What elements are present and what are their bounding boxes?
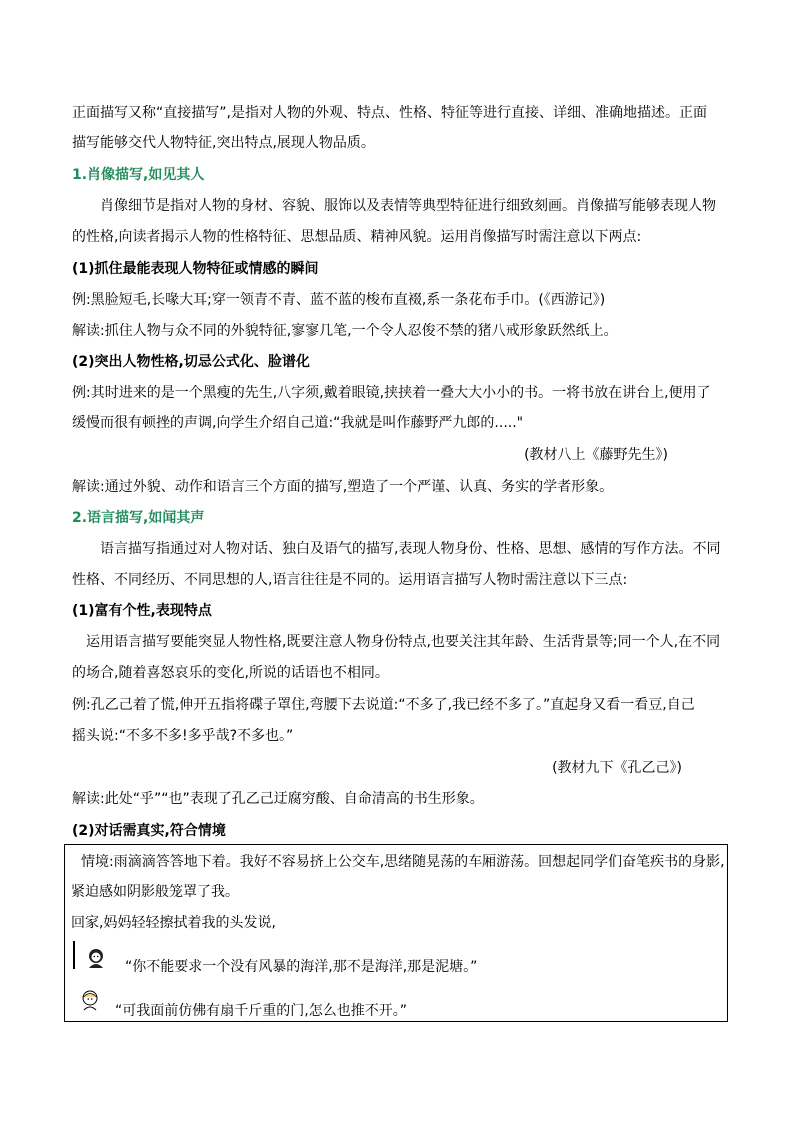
section-1-example-1: 例:黑脸短毛,长喙大耳;穿一领青不青、蓝不蓝的梭布直裰,系一条花布手巾。(《西游记》) bbox=[72, 292, 606, 308]
scenario-line-3: 回家,妈妈轻轻擦拭着我的头发说, bbox=[71, 915, 276, 931]
scenario-line-2: 紧迫感如阴影般笼罩了我。 bbox=[71, 884, 239, 900]
section-1-subheading-1: (1)抓住最能表现人物特征或情感的瞬间 bbox=[72, 261, 319, 277]
section-1-reading-1: 解读:抓住人物与众不同的外貌特征,寥寥几笔,一个令人忍俊不禁的猪八戒形象跃然纸上。 bbox=[72, 323, 618, 339]
section-2-subheading-2: (2)对话需真实,符合情境 bbox=[72, 823, 226, 839]
section-2-example-line-1: 例:孔乙己着了慌,伸开五指将碟子罩住,弯腰下去说道:“不多了,我已经不多了。”直起身又看一看豆,自己 bbox=[72, 697, 695, 713]
section-2-reading-1: 解读:此处“乎”“也”表现了孔乙己迂腐穷酸、自命清高的书生形象。 bbox=[72, 791, 484, 807]
section-2-source-1: (教材九下《孔乙己》) bbox=[552, 760, 682, 776]
dialogue-marker-bar bbox=[73, 941, 75, 969]
section-2-tip-line-2: 的场合,随着喜怒哀乐的变化,所说的话语也不相同。 bbox=[72, 665, 389, 681]
section-2-subheading-1: (1)富有个性,表现特点 bbox=[72, 603, 212, 619]
scenario-line-1: 情境:雨滴滴答答地下着。我好不容易挤上公交车,思绪随晃荡的车厢游荡。回想起同学们奋笔疾书的身影, bbox=[81, 854, 725, 870]
girl-avatar-icon bbox=[79, 989, 101, 1011]
dialogue-mother: “你不能要求一个没有风暴的海洋,那不是海洋,那是泥塘。” bbox=[125, 959, 478, 975]
section-2-example-line-2: 摇头说:“不多不多!多乎哉?不多也。” bbox=[72, 728, 294, 744]
section-1-example-2-line-2: 缓慢而很有顿挫的声调,向学生介绍自己道:“我就是叫作藤野严九郎的....." bbox=[72, 415, 524, 431]
scenario-box bbox=[64, 844, 728, 1022]
section-2-heading: 2.语言描写,如闻其声 bbox=[72, 510, 205, 526]
section-1-source-2: (教材八上《藤野先生》) bbox=[524, 447, 668, 463]
intro-line-2: 描写能够交代人物特征,突出特点,展现人物品质。 bbox=[72, 135, 375, 151]
section-1-para-line-2: 的性格,向读者揭示人物的性格特征、思想品质、精神风貌。运用肖像描写时需注意以下两点: bbox=[72, 229, 642, 245]
section-1-example-2-line-1: 例:其时进来的是一个黑瘦的先生,八字须,戴着眼镜,挟挟着一叠大大小小的书。一将书放在讲台上,便用了 bbox=[72, 385, 711, 401]
section-1-subheading-2: (2)突出人物性格,切忌公式化、脸谱化 bbox=[72, 354, 310, 370]
intro-line-1: 正面描写又称“直接描写”,是指对人物的外观、特点、性格、特征等进行直接、详细、准确地描述。正面 bbox=[72, 105, 707, 121]
section-2-para-line-2: 性格、不同经历、不同思想的人,语言往往是不同的。运用语言描写人物时需注意以下三点: bbox=[72, 572, 628, 588]
mother-avatar-icon bbox=[85, 947, 107, 969]
section-2-para-line-1: 语言描写指通过对人物对话、独白及语气的描写,表现人物身份、性格、思想、感情的写作方法。不同 bbox=[100, 541, 721, 557]
section-2-tip-line-1: 运用语言描写要能突显人物性格,既要注意人物身份特点,也要关注其年龄、生活背景等;同一个人,在不同 bbox=[86, 634, 721, 650]
section-1-heading: 1.肖像描写,如见其人 bbox=[72, 167, 205, 183]
section-1-reading-2: 解读:通过外貌、动作和语言三个方面的描写,塑造了一个严谨、认真、务实的学者形象。 bbox=[72, 479, 614, 495]
dialogue-girl: “可我面前仿佛有扇千斤重的门,怎么也推不开。” bbox=[115, 1003, 407, 1019]
section-1-para-line-1: 肖像细节是指对人物的身材、容貌、服饰以及表情等典型特征进行细致刻画。肖像描写能够表现人物 bbox=[100, 198, 716, 214]
